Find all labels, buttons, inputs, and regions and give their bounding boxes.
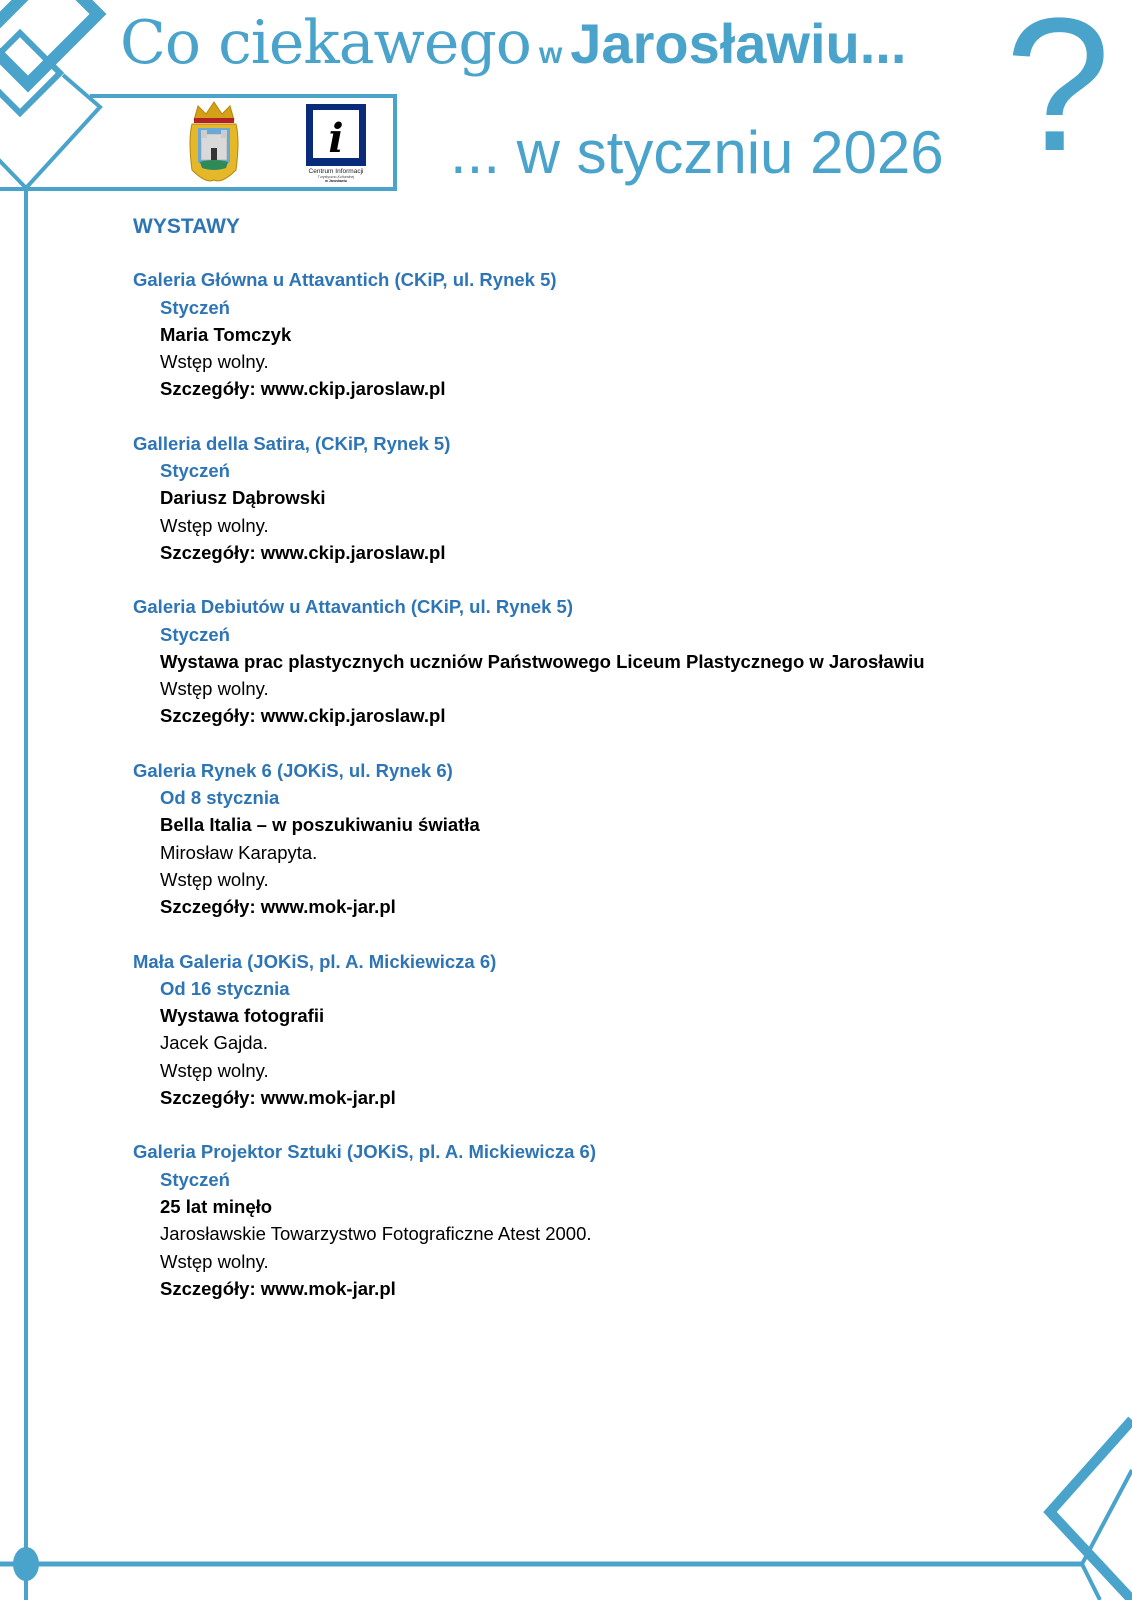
info-line: Wstęp wolny. [160, 678, 269, 700]
info-line: Wstęp wolny. [160, 1250, 269, 1272]
exhibition-title: 25 lat minęło [160, 1195, 273, 1217]
frame-diamond-thin [0, 75, 100, 188]
details-link[interactable]: Szczegóły: www.ckip.jaroslaw.pl [160, 705, 446, 727]
venue-item [133, 266, 1033, 402]
exhibition-title: Wystawa fotografii [160, 1005, 325, 1027]
question-mark-icon: ? [1005, 0, 1111, 191]
venue-item [133, 430, 1033, 566]
title-part2: Jarosławiu... [570, 12, 907, 75]
svg-text:i: i [328, 115, 344, 162]
venue-name: Galeria Projektor Sztuki (JOKiS, pl. A. Mickiewicza 6) [133, 1141, 596, 1163]
venue-date: Styczeń [160, 296, 230, 318]
details-link[interactable]: Szczegóły: www.ckip.jaroslaw.pl [160, 541, 446, 563]
coat-of-arms-icon [190, 102, 238, 181]
info-line: Jarosławskie Towarzystwo Fotograficzne Atest 2000. [160, 1223, 592, 1245]
exhibition-title: Wystawa prac plastycznych uczniów Państwowego Liceum Plastycznego w Jarosławiu [160, 650, 925, 672]
venue-date: Styczeń [160, 1168, 230, 1190]
section-title: WYSTAWY [133, 215, 240, 238]
venue-item [133, 757, 1033, 921]
exhibition-title: Dariusz Dąbrowski [160, 487, 326, 509]
info-icon [306, 104, 366, 183]
frame-circle [13, 1547, 39, 1581]
venue-name: Galeria Rynek 6 (JOKiS, ul. Rynek 6) [133, 759, 453, 781]
exhibition-title: Maria Tomczyk [160, 323, 292, 345]
header-subtitle: ... w styczniu 2026 [450, 119, 944, 186]
details-link[interactable]: Szczegóły: www.mok-jar.pl [160, 896, 396, 918]
title-part1: Co ciekawego [120, 8, 531, 78]
info-line: Wstęp wolny. [160, 1059, 269, 1081]
info-line: Jacek Gajda. [160, 1032, 268, 1054]
svg-text:Turystyczno-Kulturalnej: Turystyczno-Kulturalnej [317, 175, 355, 179]
exhibition-title: Bella Italia – w poszukiwaniu światła [160, 814, 480, 836]
details-link[interactable]: Szczegóły: www.ckip.jaroslaw.pl [160, 378, 446, 400]
details-link[interactable]: Szczegóły: www.mok-jar.pl [160, 1277, 396, 1299]
venue-date: Od 8 stycznia [160, 787, 280, 809]
title-connector: w [538, 37, 563, 70]
svg-text:Centrum Informacji: Centrum Informacji [308, 168, 364, 175]
info-line: Wstęp wolny. [160, 351, 269, 373]
svg-text:w Jarosławiu: w Jarosławiu [325, 179, 347, 183]
venue-date: Styczeń [160, 460, 230, 482]
frame-chevron-thick [1050, 1420, 1132, 1600]
venue-name: Galleria della Satira, (CKiP, Rynek 5) [133, 432, 451, 454]
exhibitions-list [133, 213, 1033, 1329]
venue-name: Galeria Debiutów u Attavantich (CKiP, ul. Rynek 5) [133, 596, 573, 618]
venue-item [133, 948, 1033, 1112]
logos [186, 100, 386, 184]
details-link[interactable]: Szczegóły: www.mok-jar.pl [160, 1087, 396, 1109]
info-line: Wstęp wolny. [160, 514, 269, 536]
info-line: Mirosław Karapyta. [160, 841, 318, 863]
info-line: Wstęp wolny. [160, 868, 269, 890]
venue-date: Styczeń [160, 623, 230, 645]
venue-date: Od 16 stycznia [160, 977, 290, 999]
venue-name: Mała Galeria (JOKiS, pl. A. Mickiewicza 6) [133, 950, 497, 972]
venue-item [133, 1138, 1033, 1302]
venue-name: Galeria Główna u Attavantich (CKiP, ul. Rynek 5) [133, 269, 557, 291]
venue-item [133, 593, 1033, 729]
header-title [120, 8, 906, 98]
